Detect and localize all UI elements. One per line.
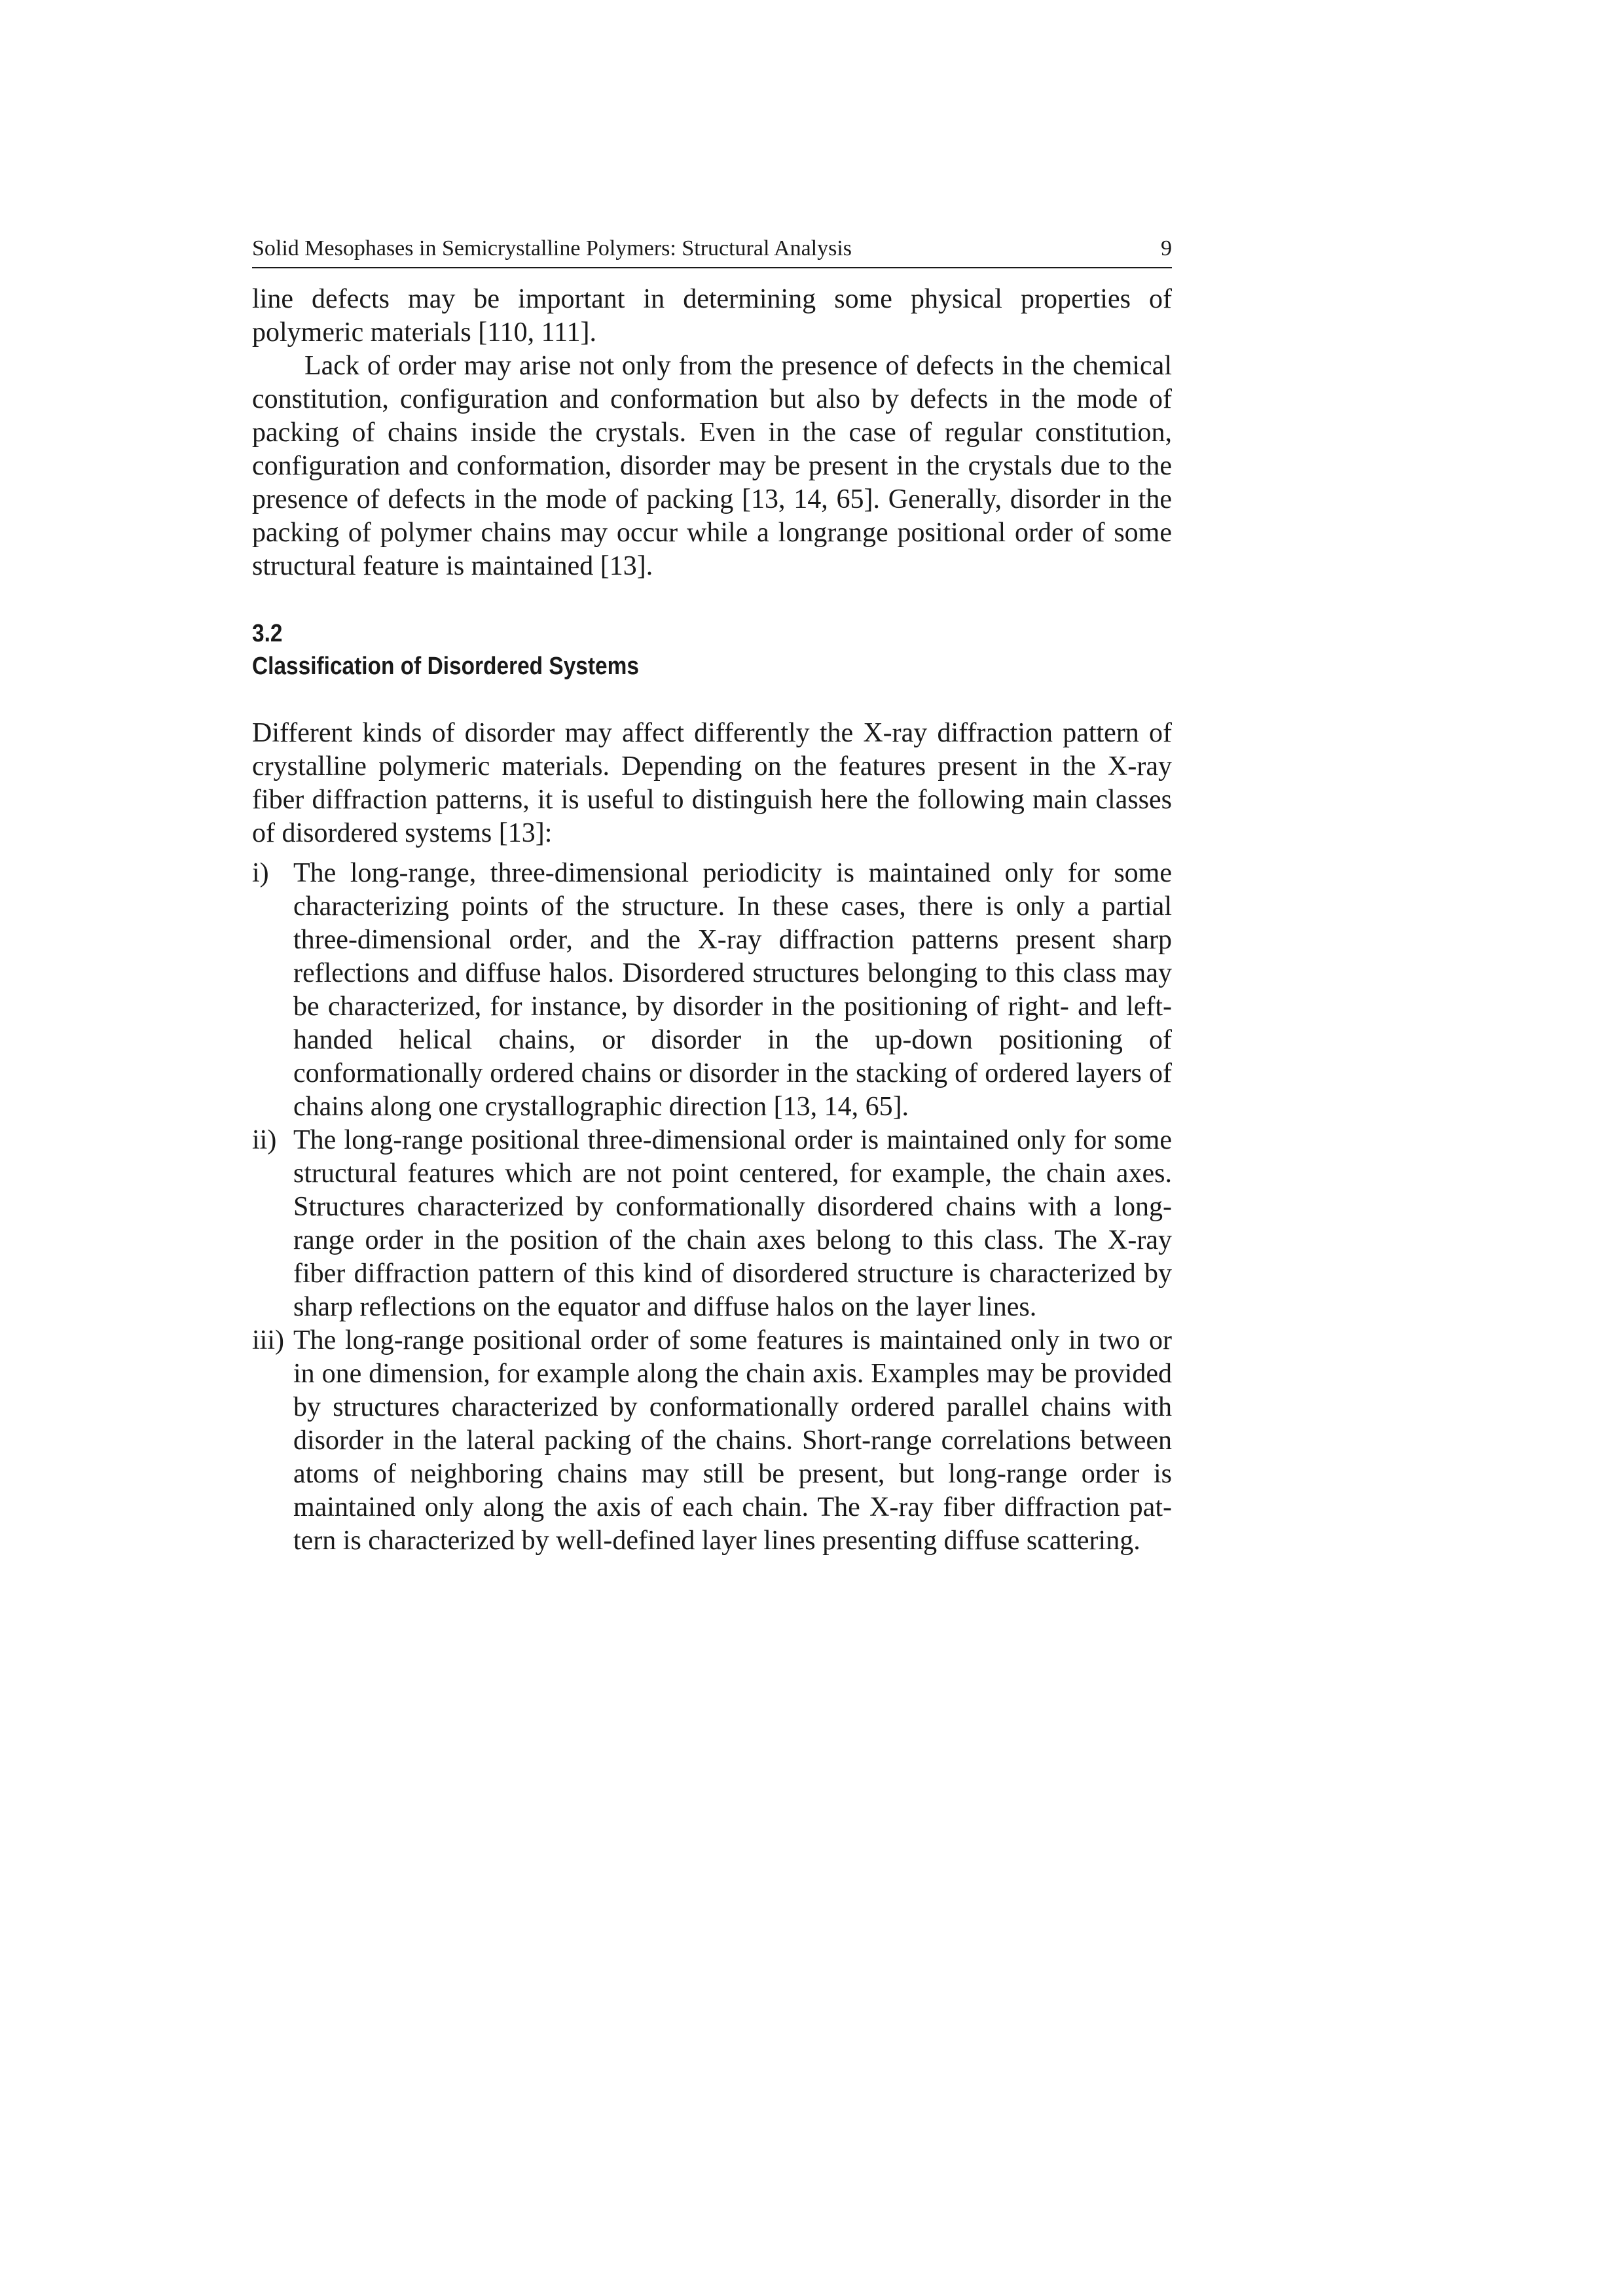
list-marker: iii) [252,1325,284,1355]
section-heading [252,617,1172,683]
list-item-text: The long-range positional three-dimensional order is maintained only for some structural features which are not point centered, for example, the chain axes. Structures characterized by conformationally disordered chains with a long-range order in the position of the chain axes belong to this class. The X-ray fiber diffraction pattern of this kind of disordered structure is characterized by sharp reflections on the equator and diffuse halos on the layer lines. [293,1125,1172,1322]
section-intro-paragraph: Different kinds of disorder may affect differently the X-ray diffraction pattern of crystalline polymeric materials. Depending on the features present in the X-ray fiber diffraction patterns, it is useful to distinguish here the following main classes of disordered systems [13]: [252,718,1172,848]
section-title: Classification of Disordered Systems [252,653,639,680]
disorder-class-list [252,857,1172,1558]
book-page [252,236,1172,1558]
paragraph-lack-of-order: Lack of order may arise not only from the presence of defects in the chemical constitution, configuration and conformation but also by defects in the mode of packing of chains inside the crystals. Even in the case of regular constitution, configuration and conformation, disorder may be present in the crystals due to the presence of defects in the mode of packing [13, 14, 65]. Generally, disorder in the packing of polymer chains may occur while a longrange positional order of some structural feature is maintained [13]. [252,351,1172,581]
section-number: 3.2 [252,620,283,647]
list-marker: i) [252,858,269,888]
list-marker: ii) [252,1125,277,1155]
list-item-text: The long-range positional order of some features is maintained only in two or in one dimension, for example along the chain axis. Examples may be provided by structures characterized by conformationally ordered parallel chains with disorder in the lateral packing of the chains. Short-range correlations between atoms of neighboring chains may still be present, but long-range order is maintained only along the axis of each chain. The X-ray fiber diffraction pattern is characterized by well-defined layer lines presenting diffuse scattering. [293,1325,1172,1556]
running-title: Solid Mesophases in Semicrystalline Polymers: Structural Analysis [252,236,852,260]
list-item [252,1124,1172,1324]
list-item-text: The long-range, three-dimensional periodicity is maintained only for some characterizing points of the structure. In these cases, there is only a partial three-dimensional order, and the X-ray diffraction patterns present sharp reflections and diffuse halos. Disordered structures belonging to this class may be characterized, for instance, by disorder in the positioning of right- and left-handed helical chains, or disorder in the up-down positioning of conformationally ordered chains or disorder in the stacking of ordered layers of chains along one crystallographic direction [13, 14, 65]. [293,858,1172,1122]
paragraph-line-defects: line defects may be important in determining some physical properties of polymeric materials [110, 111]. [252,284,1172,348]
list-item [252,1324,1172,1558]
list-item [252,857,1172,1124]
page-number: 9 [1161,236,1172,260]
running-header [252,236,1172,268]
